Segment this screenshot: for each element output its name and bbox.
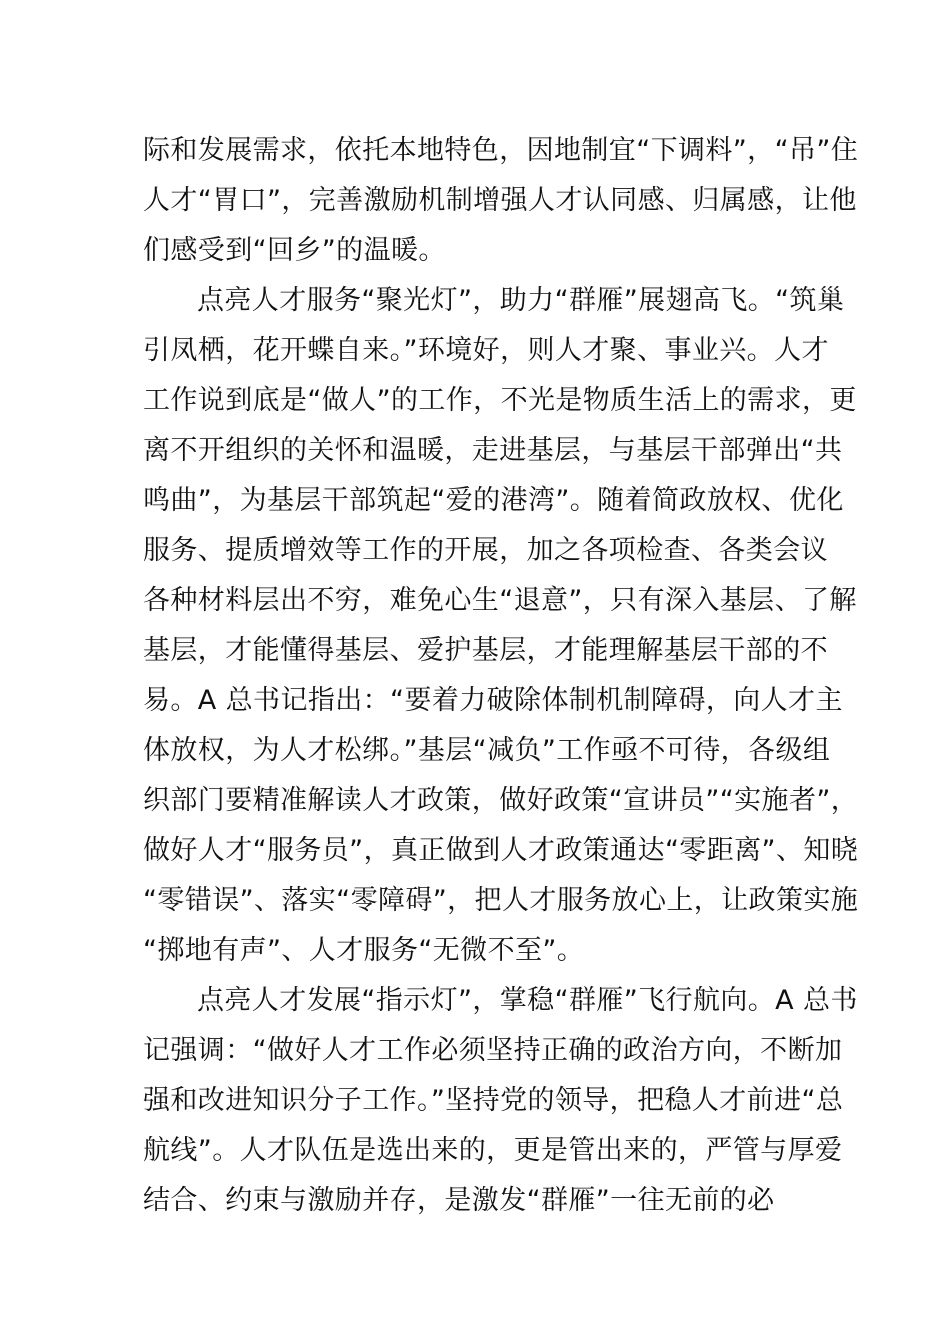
text-line: 人才“胃口”，完善激励机制增强人才认同感、归属感，让他 [143, 185, 857, 216]
text-line: 航线”。人才队伍是选出来的，更是管出来的，严管与厚爱 [143, 1135, 843, 1166]
paragraph-start-line: 点亮人才服务“聚光灯”，助力“群雁”展翅高飞。“筑巢 [197, 285, 845, 316]
paragraph-start-line: 点亮人才发展“指示灯”，掌稳“群雁”飞行航向。A 总书 [197, 985, 858, 1016]
text-line: 易。A 总书记指出：“要着力破除体制机制障碍，向人才主 [143, 685, 843, 716]
text-line: 基层，才能懂得基层、爱护基层，才能理解基层干部的不 [143, 635, 828, 666]
text-line: 做好人才“服务员”，真正做到人才政策通达“零距离”、知晓 [143, 835, 859, 866]
body-text [143, 126, 859, 1226]
text-line: 各种材料层出不穷，难免心生“退意”，只有深入基层、了解 [143, 585, 857, 616]
text-line: 服务、提质增效等工作的开展，加之各项检查、各类会议 [143, 535, 828, 566]
text-line: 织部门要精准解读人才政策，做好政策“宣讲员”“实施者”， [143, 785, 859, 816]
text-line: 结合、约束与激励并存，是激发“群雁”一往无前的必 [143, 1185, 775, 1216]
text-line: “零错误”、落实“零障碍”，把人才服务放心上，让政策实施 [143, 885, 859, 916]
text-line: 工作说到底是“做人”的工作，不光是物质生活上的需求，更 [143, 385, 857, 416]
text-line: 离不开组织的关怀和温暖，走进基层，与基层干部弹出“共 [143, 435, 843, 466]
text-line: 引凤栖，花开蝶自来。”环境好，则人才聚、事业兴。人才 [143, 335, 829, 366]
text-line: 际和发展需求，依托本地特色，因地制宜“下调料”，“吊”住 [143, 135, 859, 166]
text-line: 鸣曲”，为基层干部筑起“爱的港湾”。随着简政放权、优化 [143, 485, 844, 516]
text-line: 强和改进知识分子工作。”坚持党的领导，把稳人才前进“总 [143, 1085, 844, 1116]
text-line: 记强调：“做好人才工作必须坚持正确的政治方向，不断加 [143, 1035, 843, 1066]
text-line: 们感受到“回乡”的温暖。 [143, 235, 446, 266]
text-line: 体放权，为人才松绑。”基层“减负”工作亟不可待，各级组 [143, 735, 831, 766]
text-line: “掷地有声”、人才服务“无微不至”。 [143, 935, 585, 966]
